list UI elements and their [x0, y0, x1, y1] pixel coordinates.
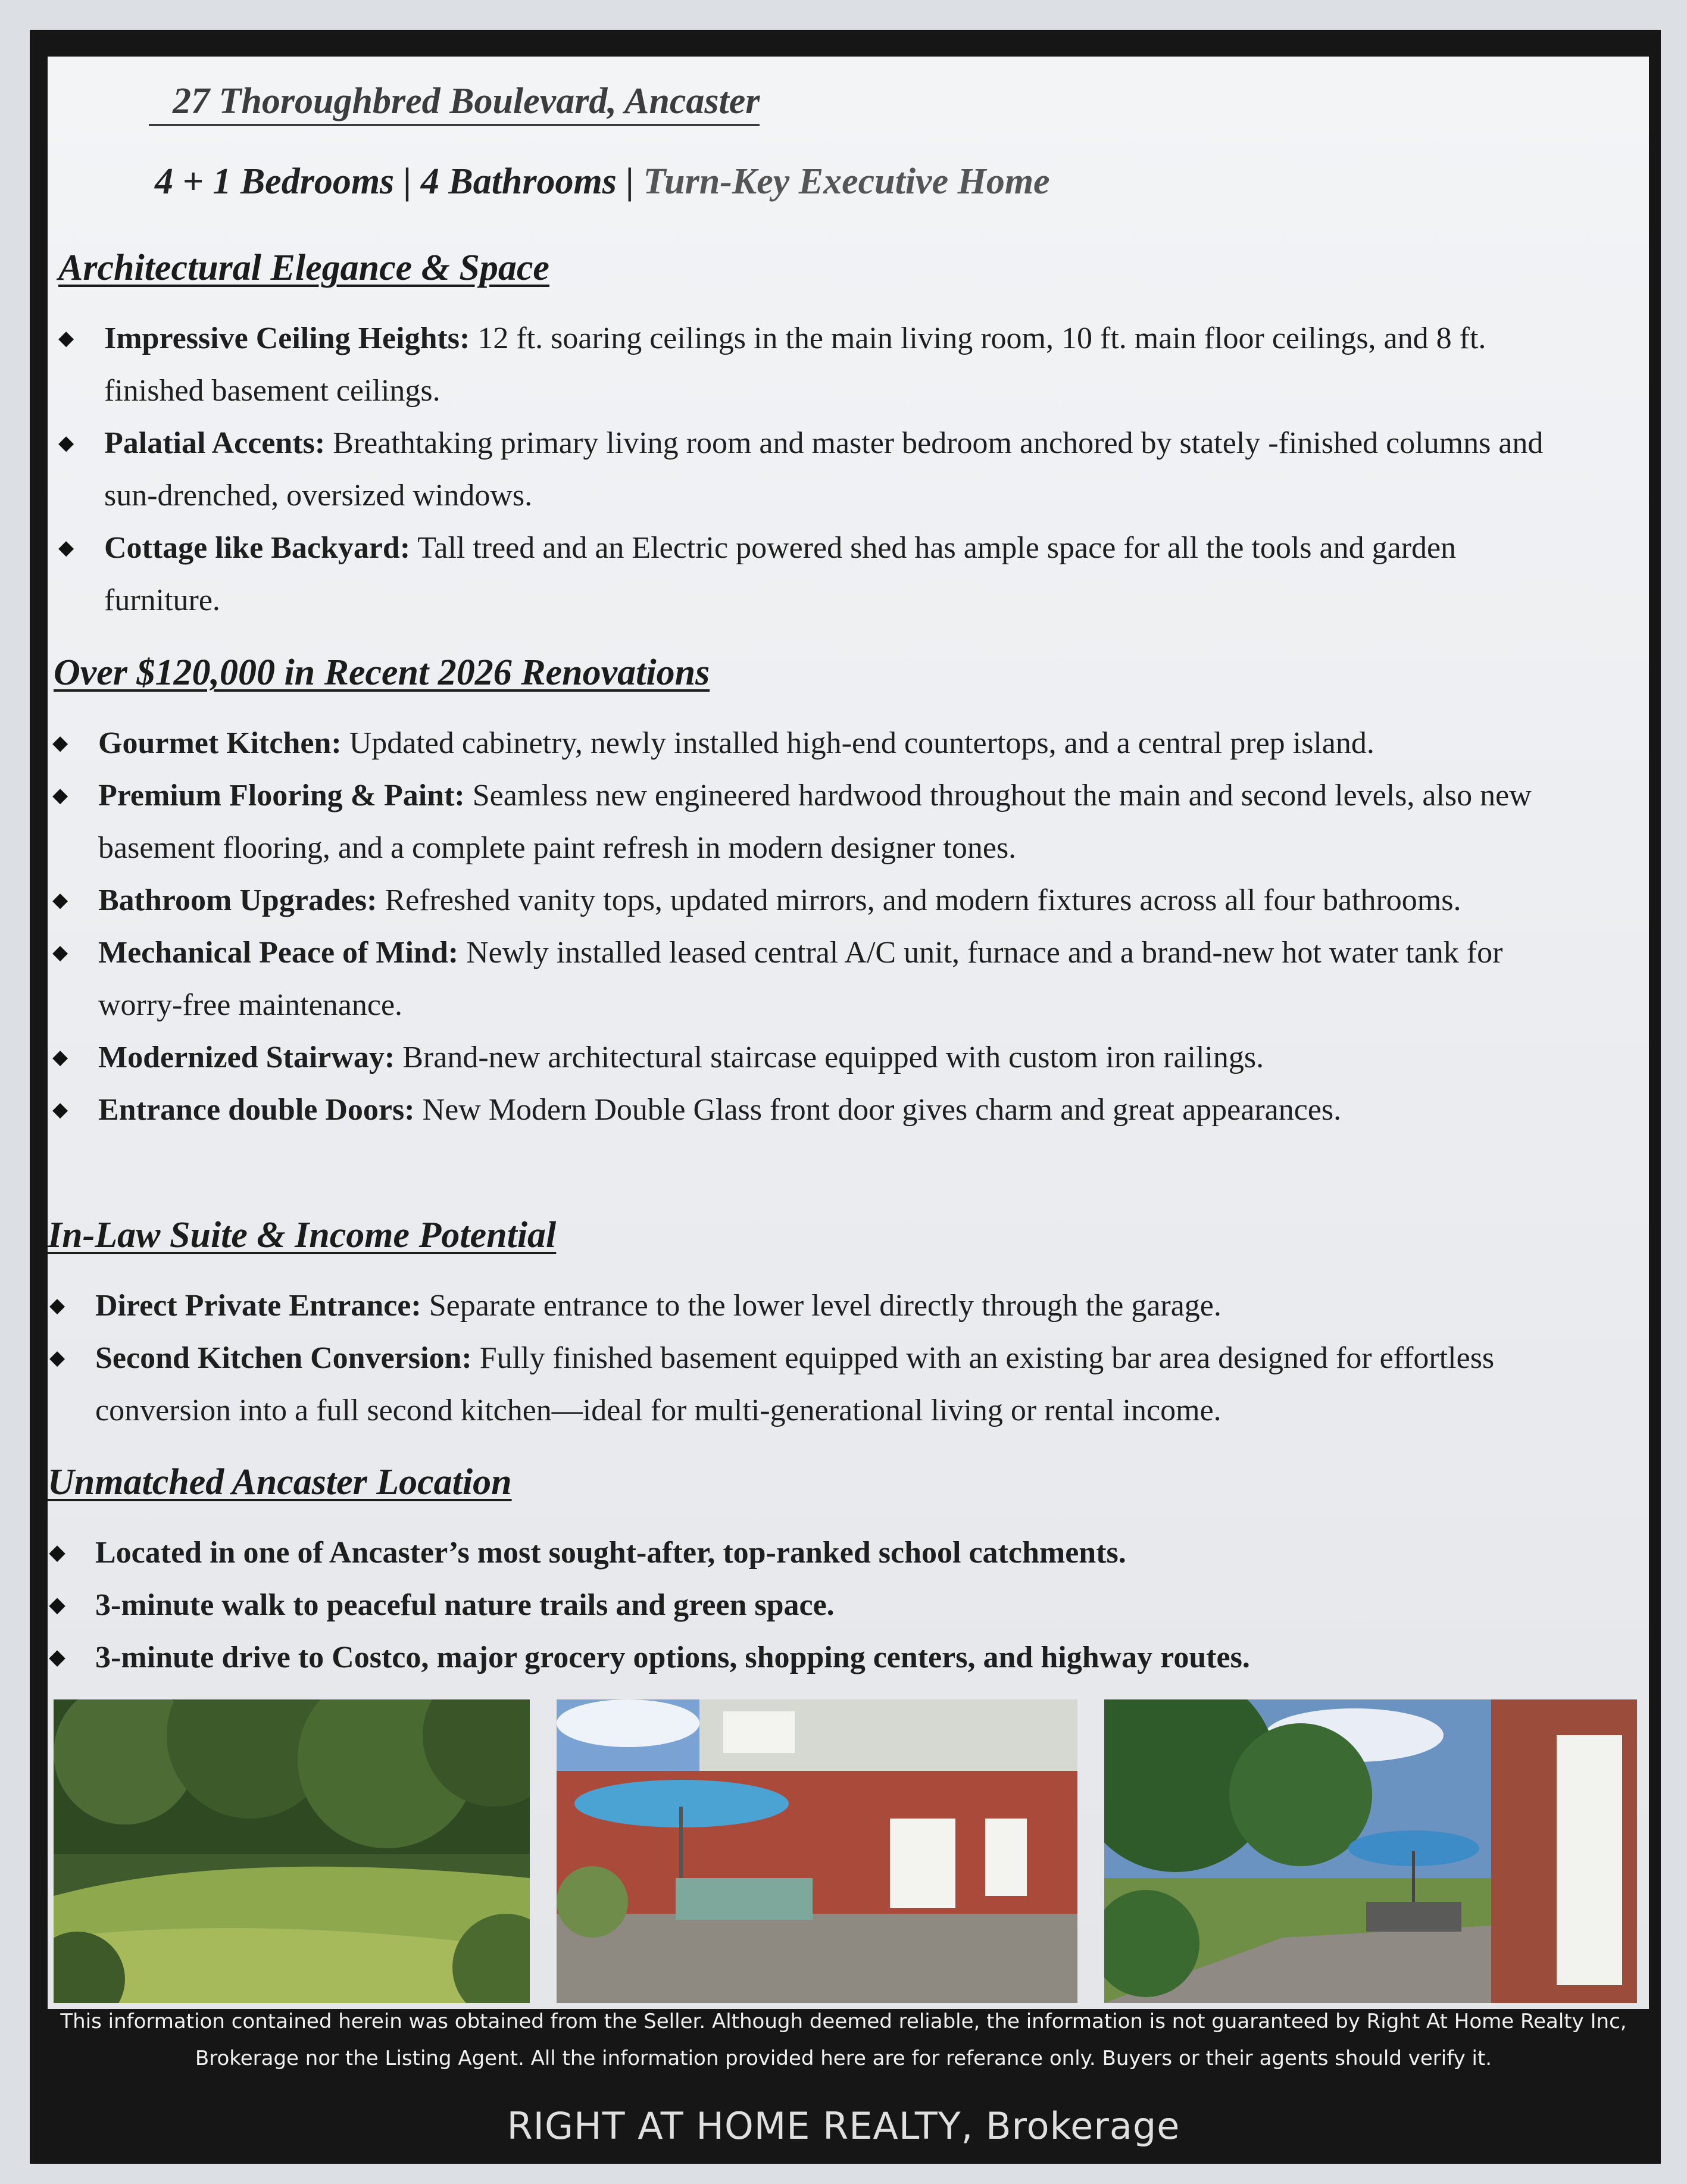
diamond-bullet-icon: ◆: [52, 732, 68, 754]
diamond-bullet-icon: ◆: [49, 1347, 65, 1369]
list-item: ◆ Modernized Stairway: Brand-new architectural staircase equipped with custom iron railings.: [42, 1032, 1566, 1084]
disclaimer: [0, 2003, 1687, 2077]
list-item: ◆ Direct Private Entrance: Separate entrance to the lower level directly through the garage.: [39, 1280, 1563, 1332]
house-patio-photo: [557, 1699, 1077, 2003]
list-item: ◆ Mechanical Peace of Mind: Newly installed leased central A/C unit, furnace and a brand-new hot water tank for worry-free maintenance.: [42, 927, 1566, 1032]
list-item: ◆ Palatial Accents: Breathtaking primary living room and master bedroom anchored by stately -finished columns and sun-drenched, oversized windows.: [48, 417, 1572, 522]
list-item: ◆ 3-minute walk to peaceful nature trails and green space.: [39, 1579, 1563, 1632]
section-title-architecture: Architectural Elegance & Space: [58, 248, 549, 288]
list-item: ◆ Gourmet Kitchen: Updated cabinetry, newly installed high-end countertops, and a central prep island.: [42, 717, 1566, 770]
diamond-bullet-icon: ◆: [52, 889, 68, 911]
diamond-bullet-icon: ◆: [52, 785, 68, 807]
flyer-sheet: [48, 57, 1649, 2009]
list-item: ◆ Premium Flooring & Paint: Seamless new engineered hardwood throughout the main and second levels, also new basement flooring, and a complete paint refresh in modern designer tones.: [42, 770, 1566, 874]
section-title-renovations: Over $120,000 in Recent 2026 Renovations: [54, 652, 710, 693]
diamond-bullet-icon: ◆: [58, 537, 74, 559]
in-law-suite-list: [39, 1280, 1563, 1437]
location-list: [39, 1527, 1563, 1684]
list-item: ◆ Entrance double Doors: New Modern Double Glass front door gives charm and great appearances.: [42, 1084, 1566, 1136]
property-address: 27 Thoroughbred Boulevard, Ancaster: [149, 80, 760, 126]
list-item: ◆ Bathroom Upgrades: Refreshed vanity tops, updated mirrors, and modern fixtures across all four bathrooms.: [42, 874, 1566, 927]
section-title-in-law-suite: In-Law Suite & Income Potential: [48, 1215, 557, 1255]
disclaimer-line-1: This information contained herein was obtained from the Seller. Although deemed reliable, the information is not guaranteed by Right At Home Realty Inc,: [60, 2010, 1627, 2033]
disclaimer-line-2: Brokerage nor the Listing Agent. All the information provided here are for referance only. Buyers or their agents should verify it.: [195, 2046, 1492, 2070]
list-item: ◆ Located in one of Ancaster’s most sought-after, top-ranked school catchments.: [39, 1527, 1563, 1579]
diamond-bullet-icon: ◆: [52, 942, 68, 964]
diamond-bullet-icon: ◆: [58, 327, 74, 349]
brokerage-watermark: RIGHT AT HOME REALTY, Brokerage: [507, 2104, 1180, 2148]
list-item: ◆ Impressive Ceiling Heights: 12 ft. soaring ceilings in the main living room, 10 ft. main floor ceilings, and 8 ft. finished basement ceilings.: [48, 313, 1572, 417]
diamond-bullet-icon: ◆: [49, 1646, 65, 1669]
diamond-bullet-icon: ◆: [49, 1594, 65, 1616]
list-item: ◆ 3-minute drive to Costco, major grocery options, shopping centers, and highway routes.: [39, 1632, 1563, 1684]
diamond-bullet-icon: ◆: [52, 1099, 68, 1121]
property-summary: [155, 161, 1050, 203]
diamond-bullet-icon: ◆: [52, 1046, 68, 1068]
summary-bedrooms-bathrooms: 4 + 1 Bedrooms | 4 Bathrooms |: [155, 161, 643, 202]
renovations-list: [42, 717, 1566, 1136]
diamond-bullet-icon: ◆: [49, 1295, 65, 1317]
summary-tagline: Turn-Key Executive Home: [643, 161, 1050, 202]
backyard-lawn-photo: [54, 1699, 530, 2003]
section-title-location: Unmatched Ancaster Location: [48, 1462, 512, 1502]
side-patio-photo: [1104, 1699, 1637, 2003]
diamond-bullet-icon: ◆: [58, 432, 74, 454]
photo-strip: [54, 1699, 1637, 2009]
diamond-bullet-icon: ◆: [49, 1542, 65, 1564]
architecture-list: [48, 313, 1572, 627]
list-item: ◆ Second Kitchen Conversion: Fully finished basement equipped with an existing bar area designed for effortless conversion into a full second kitchen—ideal for multi-generational living or rental income.: [39, 1332, 1563, 1437]
list-item: ◆ Cottage like Backyard: Tall treed and an Electric powered shed has ample space for all the tools and garden furniture.: [48, 522, 1572, 627]
